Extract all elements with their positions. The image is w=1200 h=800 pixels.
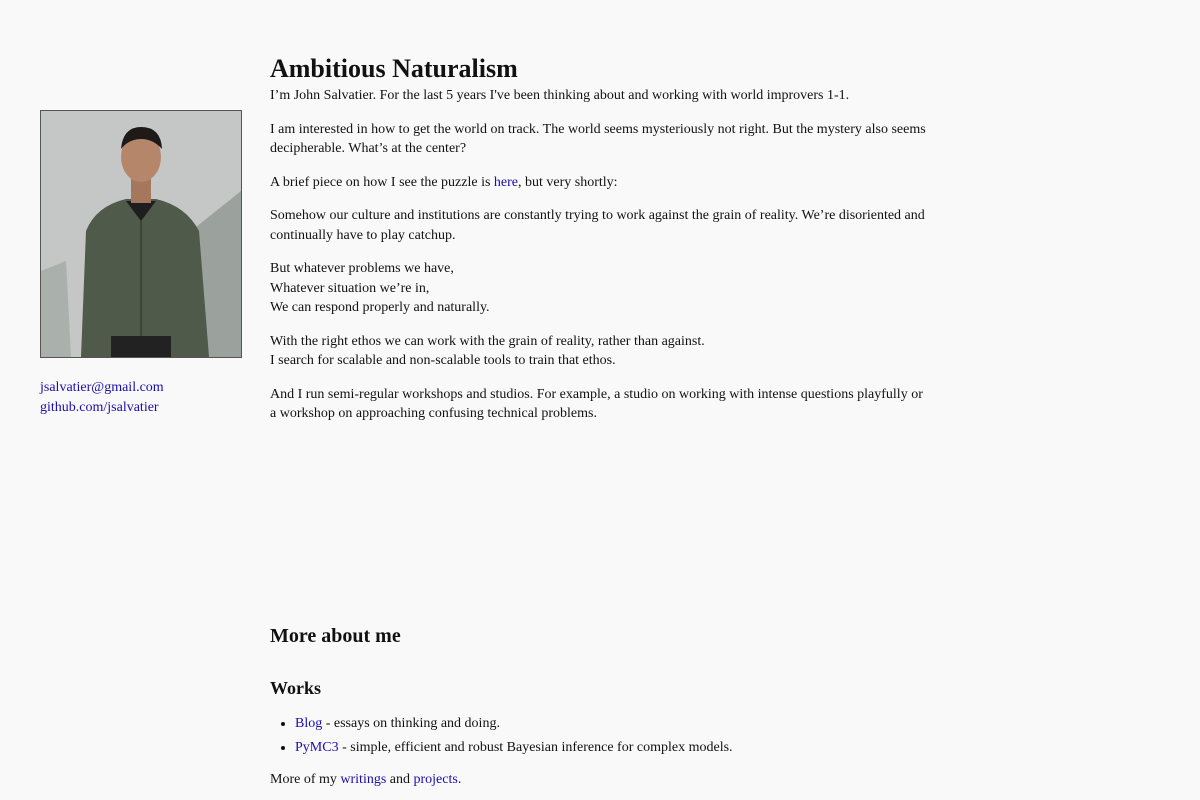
- contact-links: [40, 378, 242, 418]
- puzzle-text-after: , but very shortly:: [518, 174, 618, 190]
- more-prefix: More of my: [270, 772, 341, 787]
- works-heading: Works: [270, 678, 322, 698]
- blog-description: - essays on thinking and doing.: [322, 716, 500, 731]
- and-text: and: [386, 772, 414, 787]
- list-item: [295, 712, 930, 736]
- poem-line-3: We can respond properly and naturally.: [270, 300, 490, 315]
- email-link[interactable]: jsalvatier@gmail.com: [40, 380, 164, 395]
- page-title: Ambitious Naturalism: [270, 54, 518, 83]
- pymc3-link[interactable]: PyMC3: [295, 740, 339, 755]
- list-item: [295, 736, 930, 760]
- culture-paragraph: Somehow our culture and institutions are constantly trying to work against the grain of reality. We’re disoriented and continually have to play catchup.: [270, 208, 925, 243]
- ethos-line-1: With the right ethos we can work with the grain of reality, rather than against.: [270, 333, 705, 349]
- sidebar: [40, 110, 242, 418]
- more-about-section: [270, 622, 930, 790]
- poem-line-1: But whatever problems we have,: [270, 261, 454, 276]
- puzzle-text-before: A brief piece on how I see the puzzle is: [270, 174, 494, 190]
- poem-line-2: Whatever situation we’re in,: [270, 280, 430, 296]
- blog-link[interactable]: Blog: [295, 716, 323, 731]
- portrait-photo: [40, 110, 242, 358]
- works-list: [270, 712, 930, 760]
- github-link[interactable]: github.com/jsalvatier: [40, 400, 159, 415]
- writings-link[interactable]: writings: [340, 772, 387, 787]
- ethos-line-2: I search for scalable and non-scalable tools to train that ethos.: [270, 353, 616, 368]
- interest-paragraph: I am interested in how to get the world on track. The world seems mysteriously not right. But the mystery also seems decipherable. What’s at the center?: [270, 121, 926, 156]
- projects-link[interactable]: projects: [413, 772, 458, 787]
- poem-paragraph: [270, 259, 930, 318]
- puzzle-paragraph: [270, 173, 930, 193]
- workshops-paragraph: And I run semi-regular workshops and studios. For example, a studio on working with intense questions playfully or a workshop on approaching confusing technical problems.: [270, 386, 923, 421]
- period-text: .: [457, 772, 462, 787]
- more-about-heading: More about me: [270, 625, 401, 647]
- here-link[interactable]: here: [493, 174, 519, 190]
- ethos-paragraph: [270, 332, 930, 371]
- intro-paragraph: I’m John Salvatier. For the last 5 years I've been thinking about and working with world improvers 1-1.: [270, 88, 850, 103]
- main-content: [270, 0, 930, 438]
- portrait-illustration: [41, 111, 241, 357]
- more-writings-line: [270, 770, 930, 790]
- pymc3-description: - simple, efficient and robust Bayesian inference for complex models.: [338, 740, 733, 755]
